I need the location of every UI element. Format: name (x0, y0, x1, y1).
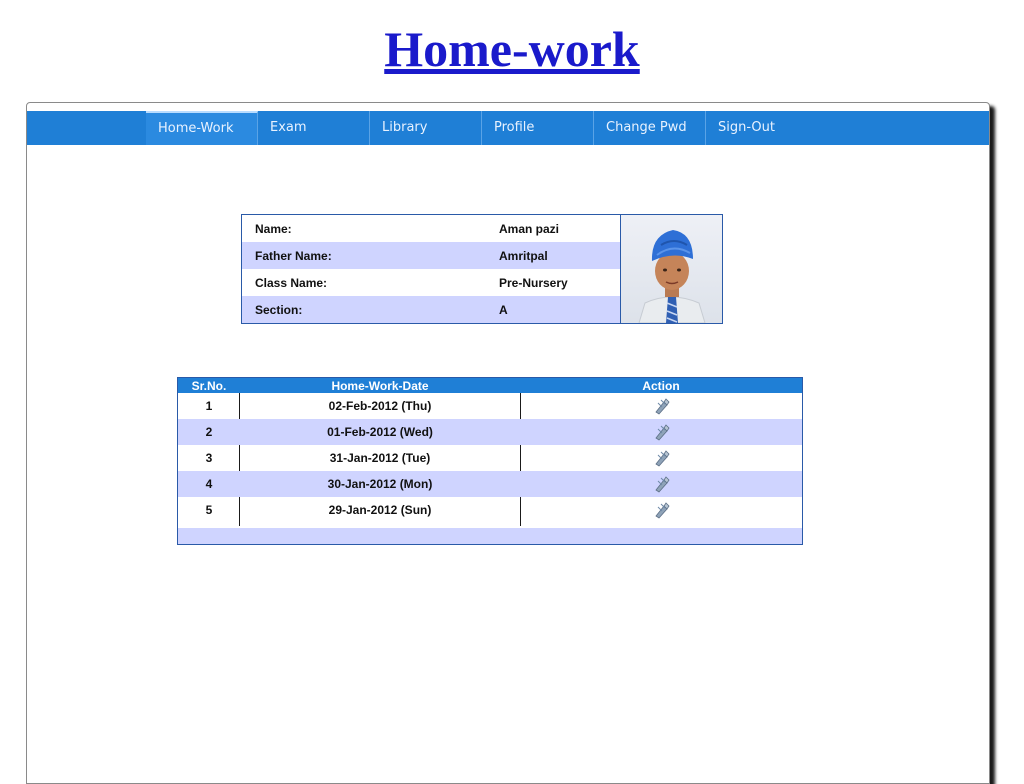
header-action: Action (642, 379, 680, 393)
profile-value: Amritpal (499, 249, 548, 263)
header-sr-no: Sr.No. (191, 379, 227, 393)
view-icon[interactable] (653, 423, 671, 441)
profile-row-class-name (242, 269, 620, 296)
browser-frame (26, 102, 990, 784)
table-row (178, 419, 802, 445)
row-date: 30-Jan-2012 (Mon) (327, 477, 433, 491)
profile-label: Section: (255, 303, 303, 317)
table-row (178, 471, 802, 497)
view-icon[interactable] (653, 475, 671, 493)
table-header (178, 378, 802, 393)
row-sr-no: 2 (205, 425, 213, 439)
student-photo-icon (621, 215, 722, 323)
row-sr-no: 1 (205, 399, 213, 413)
row-sr-no: 5 (205, 503, 213, 517)
nav-item-home-work[interactable]: Home-Work (146, 111, 258, 145)
nav-item-library[interactable]: Library (370, 111, 482, 145)
slide-title: Home-work (384, 21, 640, 77)
row-date: 02-Feb-2012 (Thu) (328, 399, 432, 413)
nav-item-sign-out[interactable]: Sign-Out (718, 120, 775, 135)
table-row (178, 445, 802, 471)
view-icon[interactable] (653, 501, 671, 519)
table-footer (178, 528, 802, 544)
row-date: 29-Jan-2012 (Sun) (328, 503, 432, 517)
profile-value: A (499, 303, 508, 317)
header-home-work-date: Home-Work-Date (331, 379, 429, 393)
row-sr-no: 3 (205, 451, 213, 465)
row-sr-no: 4 (205, 477, 213, 491)
profile-value: Aman pazi (499, 222, 560, 236)
homework-table (177, 377, 803, 545)
row-date: 01-Feb-2012 (Wed) (327, 425, 433, 439)
row-date: 31-Jan-2012 (Tue) (329, 451, 431, 465)
profile-label: Class Name: (255, 276, 328, 290)
profile-label: Name: (255, 222, 292, 236)
nav-item-profile[interactable]: Profile (482, 111, 594, 145)
profile-row-name (242, 215, 620, 242)
profile-row-section (242, 296, 620, 323)
profile-value: Pre-Nursery (499, 276, 568, 290)
profile-row-father-name (242, 242, 620, 269)
nav-item-change-pwd[interactable]: Change Pwd (594, 111, 706, 145)
student-profile-card (241, 214, 723, 324)
nav-bar (27, 111, 989, 145)
table-row (178, 393, 802, 419)
table-row (178, 497, 802, 523)
profile-label: Father Name: (255, 249, 332, 263)
student-photo (620, 215, 722, 323)
nav-item-exam[interactable]: Exam (258, 111, 370, 145)
view-icon[interactable] (653, 449, 671, 467)
view-icon[interactable] (653, 397, 671, 415)
